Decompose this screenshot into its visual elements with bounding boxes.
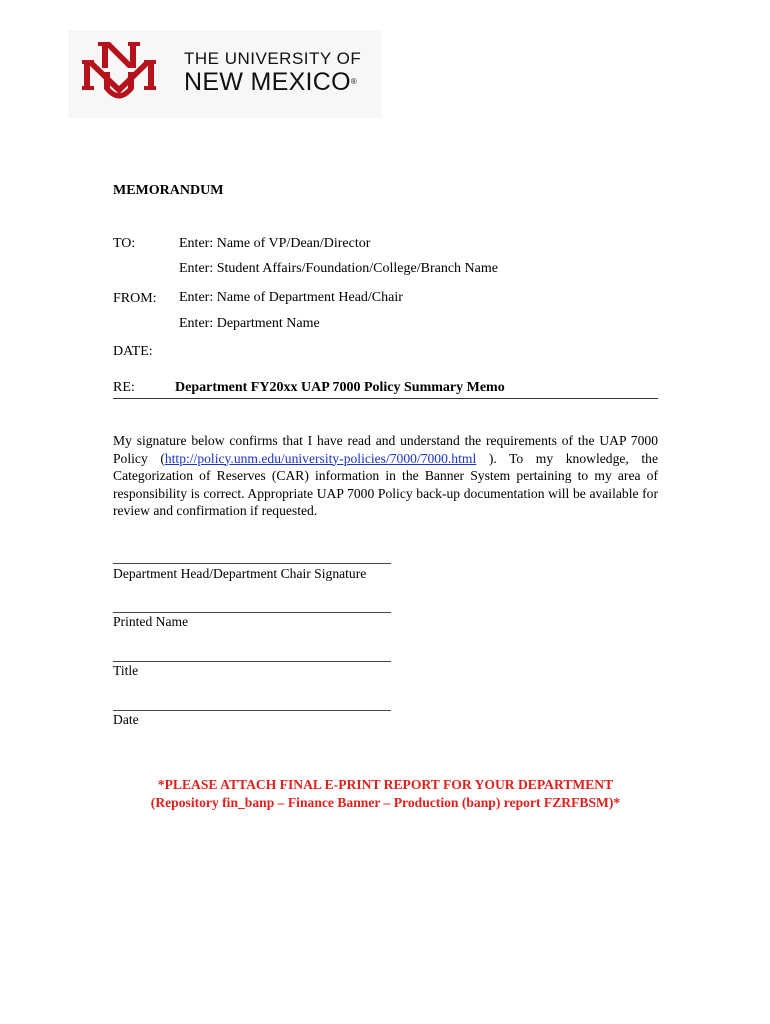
to-value-1: Enter: Name of VP/Dean/Director bbox=[179, 236, 371, 251]
body-paragraph bbox=[113, 432, 658, 520]
from-value-2: Enter: Department Name bbox=[179, 316, 320, 331]
unm-monogram-icon bbox=[82, 42, 170, 106]
body-text-end: ). To my knowledge, the Categorization of Reserves (CAR) information in the Banner System pertaining to my area of responsibility is correct. Appropriate UAP 7000 Policy back-up documentation will be available for review and confirmation if requested. bbox=[113, 450, 658, 518]
policy-link[interactable]: http://policy.unm.edu/university-policies/7000/7000.html bbox=[164, 450, 477, 466]
re-label: RE: bbox=[113, 380, 135, 395]
body-text-start: My signature below confirms that I have read and understand the requirements of the UAP 7000 Policy ( bbox=[113, 433, 658, 466]
from-value-1: Enter: Name of Department Head/Chair bbox=[179, 290, 403, 305]
attach-notice-line-2: (Repository fin_banp – Finance Banner – Production (banp) report FZRFBSM)* bbox=[150, 795, 621, 810]
re-divider bbox=[113, 398, 658, 399]
printed-name-label: Printed Name bbox=[113, 614, 189, 629]
logo-wordmark bbox=[184, 50, 361, 96]
signature-label: Department Head/Department Chair Signature bbox=[113, 566, 367, 581]
logo-line-2-text: NEW MEXICO bbox=[184, 68, 351, 96]
title-line bbox=[113, 661, 391, 662]
printed-name-line bbox=[113, 612, 391, 613]
date-label: DATE: bbox=[113, 344, 153, 359]
logo-line-1: THE UNIVERSITY OF bbox=[184, 49, 362, 68]
date-line bbox=[113, 710, 391, 711]
university-logo bbox=[68, 30, 382, 118]
attach-notice-line-1: *PLEASE ATTACH FINAL E-PRINT REPORT FOR YOUR DEPARTMENT bbox=[157, 777, 614, 792]
from-label: FROM: bbox=[113, 291, 157, 306]
to-value-2: Enter: Student Affairs/Foundation/College/Branch Name bbox=[179, 261, 498, 276]
title-label: Title bbox=[113, 663, 139, 678]
signature-date-label: Date bbox=[113, 712, 139, 727]
signature-line bbox=[113, 563, 391, 564]
logo-line-2 bbox=[184, 68, 361, 96]
to-label: TO: bbox=[113, 236, 136, 251]
registered-mark: ® bbox=[350, 77, 358, 86]
re-subject: Department FY20xx UAP 7000 Policy Summary Memo bbox=[175, 380, 505, 395]
memo-heading: MEMORANDUM bbox=[113, 183, 224, 198]
